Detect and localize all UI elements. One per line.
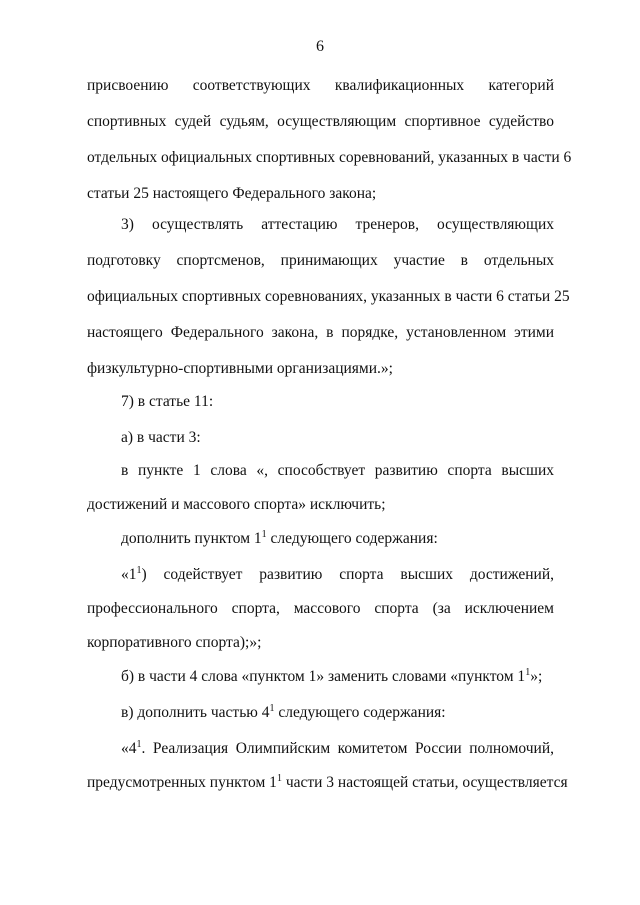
text-fragment: дополнить пунктом 1 (121, 530, 262, 547)
text-line: профессионального спорта, массового спорта (за исключением (87, 600, 554, 617)
superscript: 1 (276, 773, 282, 784)
text-fragment: в) дополнить частью 4 (121, 704, 270, 721)
text-line: корпоративного спорта);»; (87, 634, 262, 651)
text-line: 3) осуществлять аттестацию тренеров, осуществляющих (121, 216, 554, 233)
page-number: 6 (316, 38, 324, 55)
text-line: присвоению соответствующих квалификационных категорий (87, 77, 554, 94)
text-fragment: «1 (121, 566, 137, 583)
text-line: подготовку спортсменов, принимающих участие в отдельных (87, 252, 554, 269)
text-line (121, 703, 554, 723)
text-fragment: б) в части 4 слова «пунктом 1» заменить словами «пунктом 1 (121, 668, 526, 685)
text-line: настоящего Федерального закона, в порядке, установленном этими (87, 324, 554, 341)
text-line: отдельных официальных спортивных соревнований, указанных в части 6 (87, 149, 572, 166)
text-fragment: »; (530, 668, 543, 685)
text-fragment: следующего содержания: (274, 704, 446, 721)
superscript: 1 (136, 739, 142, 750)
text-line: официальных спортивных соревнованиях, указанных в части 6 статьи 25 (87, 288, 570, 305)
text-fragment: предусмотренных пунктом 1 (87, 774, 277, 791)
text-line (121, 565, 554, 585)
text-line: а) в части 3: (121, 429, 201, 446)
text-line (121, 529, 554, 549)
superscript: 1 (261, 529, 267, 540)
text-fragment: ) содействует развитию спорта высших достижений, (141, 566, 554, 583)
text-line (121, 739, 554, 759)
text-line: статьи 25 настоящего Федерального закона; (87, 185, 377, 202)
text-line: в пункте 1 слова «, способствует развитию спорта высших (121, 462, 554, 479)
text-fragment: «4 (121, 740, 137, 757)
superscript: 1 (525, 667, 531, 678)
superscript: 1 (269, 703, 275, 714)
text-fragment: следующего содержания: (266, 530, 438, 547)
text-line: 7) в статье 11: (121, 393, 214, 410)
text-line: физкультурно-спортивными организациями.»; (87, 360, 393, 377)
text-fragment: . Реализация Олимпийским комитетом России полномочий, (141, 740, 554, 757)
text-line: достижений и массового спорта» исключить; (87, 496, 386, 513)
text-line: спортивных судей судьям, осуществляющим спортивное судейство (87, 113, 554, 130)
superscript: 1 (136, 565, 142, 576)
text-line (121, 667, 554, 687)
text-line (87, 773, 568, 793)
text-fragment: части 3 настоящей статьи, осуществляется (281, 774, 568, 791)
